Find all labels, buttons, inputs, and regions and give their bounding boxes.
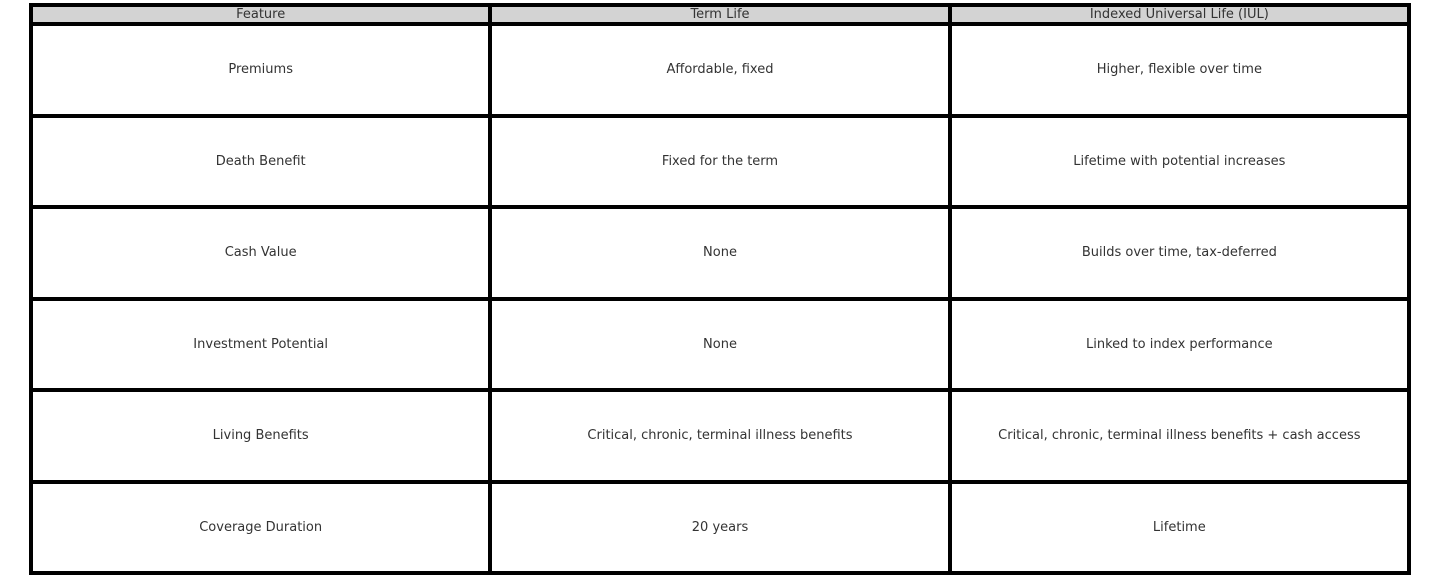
table-cell: Critical, chronic, terminal illness benefits + cash access [950,390,1409,482]
row-label-cell: Living Benefits [31,390,490,482]
row-label-cell: Premiums [31,24,490,116]
comparison-table [29,3,1411,575]
table-cell: 20 years [490,482,949,574]
table-cell: None [490,207,949,299]
table-cell: None [490,299,949,391]
row-label-cell: Death Benefit [31,116,490,208]
table-header [31,5,1409,24]
table-row [31,207,1409,299]
table-body [31,24,1409,573]
table-cell: Linked to index performance [950,299,1409,391]
column-header: Indexed Universal Life (IUL) [950,5,1409,24]
table-cell: Lifetime [950,482,1409,574]
column-header: Term Life [490,5,949,24]
table-cell: Fixed for the term [490,116,949,208]
table-row [31,299,1409,391]
table-cell: Affordable, fixed [490,24,949,116]
table-cell: Builds over time, tax-deferred [950,207,1409,299]
row-label-cell: Coverage Duration [31,482,490,574]
table-row [31,482,1409,574]
column-header: Feature [31,5,490,24]
row-label-cell: Investment Potential [31,299,490,391]
header-row [31,5,1409,24]
table-row [31,116,1409,208]
table-cell: Critical, chronic, terminal illness benefits [490,390,949,482]
row-label-cell: Cash Value [31,207,490,299]
table-row [31,24,1409,116]
table-row [31,390,1409,482]
table-cell: Higher, flexible over time [950,24,1409,116]
table-cell: Lifetime with potential increases [950,116,1409,208]
